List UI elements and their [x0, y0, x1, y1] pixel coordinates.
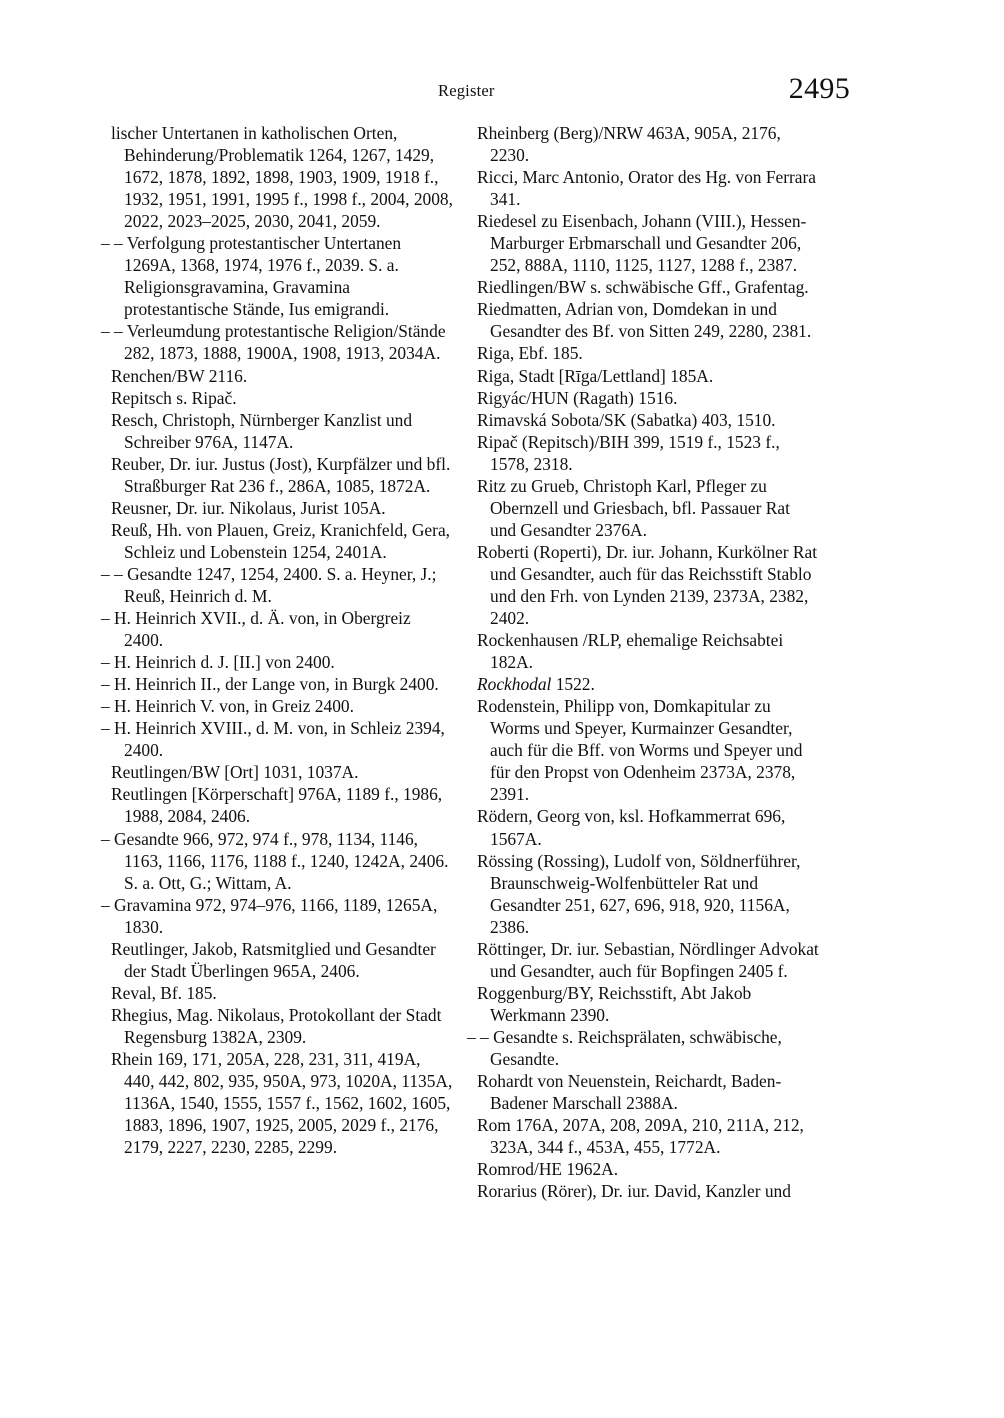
index-entry: Reuß, Hh. von Plauen, Greiz, Kranichfeld, Gera, Schleiz und Lobenstein 1254, 2401A.: [111, 519, 451, 562]
index-entry: Rorarius (Rörer), Dr. iur. David, Kanzler und: [477, 1181, 791, 1202]
index-entry: – – Gesandte s. Reichsprälaten, schwäbische, Gesandte.: [467, 1026, 782, 1069]
index-entry: – Gesandte 966, 972, 974 f., 978, 1134, 1146, 1163, 1166, 1176, 1188 f., 1240, 1242A, 2406. S. a. Ott, G.; Wittam, A.: [101, 828, 449, 893]
page-number: 2495: [788, 72, 850, 105]
index-entry: Rockenhausen /RLP, ehemalige Reichsabtei 182A.: [477, 630, 784, 673]
index-entry: Riedlingen/BW s. schwäbische Gff., Grafentag.: [477, 277, 809, 298]
index-entry-headword-italic: Rockhodal: [477, 674, 552, 695]
index-entry: – H. Heinrich XVII., d. Ä. von, in Obergreiz 2400.: [101, 608, 411, 651]
index-entry: – – Verfolgung protestantischer Untertanen 1269A, 1368, 1974, 1976 f., 2039. S. a. Religionsgravamina, Gravamina protestantische Stände, Ius emigrandi.: [101, 233, 402, 320]
index-entry: Ritz zu Grueb, Christoph Karl, Pfleger zu Obernzell und Griesbach, bfl. Passauer Rat und Gesandter 2376A.: [477, 475, 790, 540]
index-column-right: [467, 122, 819, 1202]
index-entry: Riga, Stadt [Rīga/Lettland] 185A.: [477, 365, 714, 386]
index-entry: Renchen/BW 2116.: [111, 365, 248, 386]
index-entry: Riga, Ebf. 185.: [477, 343, 583, 364]
running-head-title: Register: [438, 81, 495, 100]
index-entry: – H. Heinrich II., der Lange von, in Burgk 2400.: [101, 674, 439, 695]
index-entry: Reutlingen/BW [Ort] 1031, 1037A.: [111, 762, 359, 783]
index-entry: – – Verleumdung protestantische Religion/Stände 282, 1873, 1888, 1900A, 1908, 1913, 2034A.: [101, 321, 446, 364]
running-head: [110, 72, 850, 108]
index-entry: Röttinger, Dr. iur. Sebastian, Nördlinger Advokat und Gesandter, auch für Bopfingen 2405 f.: [477, 938, 819, 981]
index-entry: Reuber, Dr. iur. Justus (Jost), Kurpfälzer und bfl. Straßburger Rat 236 f., 286A, 1085, 1872A.: [111, 453, 451, 496]
index-entry: – H. Heinrich d. J. [II.] von 2400.: [101, 652, 335, 673]
index-entry: Rigyác/HUN (Ragath) 1516.: [477, 387, 678, 408]
index-entry: Roberti (Roperti), Dr. iur. Johann, Kurkölner Rat und Gesandter, auch für das Reichsstift Stablo und den Frh. von Lynden 2139, 2373A, 2382, 2402.: [477, 541, 818, 629]
index-entry: – H. Heinrich V. von, in Greiz 2400.: [101, 696, 354, 717]
index-entry: Ricci, Marc Antonio, Orator des Hg. von Ferrara 341.: [477, 167, 817, 210]
index-entry: Rodenstein, Philipp von, Domkapitular zu Worms und Speyer, Kurmainzer Gesandter, auch für die Bff. von Worms und Speyer und für den Propst von Odenheim 2373A, 2378, 2391.: [477, 696, 803, 805]
index-column-left: [101, 122, 453, 1158]
index-entry: Reval, Bf. 185.: [111, 982, 217, 1003]
index-entry: – H. Heinrich XVIII., d. M. von, in Schleiz 2394, 2400.: [101, 718, 445, 761]
index-entry: Rimavská Sobota/SK (Sabatka) 403, 1510.: [477, 409, 776, 430]
index-entry: Reusner, Dr. iur. Nikolaus, Jurist 105A.: [111, 497, 386, 518]
index-entry: Riedmatten, Adrian von, Domdekan in und Gesandter des Bf. von Sitten 249, 2280, 2381.: [477, 299, 812, 342]
index-entry: Ripač (Repitsch)/BIH 399, 1519 f., 1523 f., 1578, 2318.: [477, 431, 780, 474]
index-entry: Romrod/HE 1962A.: [477, 1159, 619, 1180]
index-entry: Roggenburg/BY, Reichsstift, Abt Jakob Werkmann 2390.: [477, 982, 752, 1025]
index-entry: Rössing (Rossing), Ludolf von, Söldnerführer, Braunschweig-Wolfenbütteler Rat und Gesandter 251, 627, 696, 918, 920, 1156A, 2386.: [477, 850, 801, 937]
index-entry: Rödern, Georg von, ksl. Hofkammerrat 696, 1567A.: [477, 806, 786, 849]
index-entry: – – Gesandte 1247, 1254, 2400. S. a. Heyner, J.; Reuß, Heinrich d. M.: [101, 563, 437, 606]
index-entry: – Gravamina 972, 974–976, 1166, 1189, 1265A, 1830.: [101, 894, 438, 937]
index-entry: Reutlingen [Körperschaft] 976A, 1189 f., 1986, 1988, 2084, 2406.: [111, 784, 443, 827]
index-entry: Rhegius, Mag. Nikolaus, Protokollant der Stadt Regensburg 1382A, 2309.: [111, 1004, 442, 1047]
index-entry: Rheinberg (Berg)/NRW 463A, 905A, 2176, 2230.: [477, 123, 781, 166]
index-entry: Resch, Christoph, Nürnberger Kanzlist und Schreiber 976A, 1147A.: [111, 409, 413, 452]
index-entry: Rohardt von Neuenstein, Reichardt, Baden-Badener Marschall 2388A.: [477, 1071, 782, 1114]
index-entry: Reutlinger, Jakob, Ratsmitglied und Gesandter der Stadt Überlingen 965A, 2406.: [111, 938, 436, 981]
index-entry: Repitsch s. Ripač.: [111, 387, 237, 408]
index-entry: lischer Untertanen in katholischen Orten, Behinderung/Problematik 1264, 1267, 1429, 1672, 1878, 1892, 1898, 1903, 1909, 1918 f., 1932, 1951, 1991, 1995 f., 1998 f., 2004, 2008, 2022, 2023–2025, 2030, 2041, 2059.: [111, 123, 453, 232]
index-entry: Riedesel zu Eisenbach, Johann (VIII.), Hessen-Marburger Erbmarschall und Gesandter 206, 252, 888A, 1110, 1125, 1127, 1288 f., 2387.: [477, 211, 807, 276]
index-entry: Rom 176A, 207A, 208, 209A, 210, 211A, 212, 323A, 344 f., 453A, 455, 1772A.: [477, 1115, 804, 1158]
index-entry: Rhein 169, 171, 205A, 228, 231, 311, 419A, 440, 442, 802, 935, 950A, 973, 1020A, 1135A, 1136A, 1540, 1555, 1557 f., 1562, 1602, 1605, 1883, 1896, 1907, 1925, 2005, 2029 f., 2176, 2179, 2227, 2230, 2285, 2299.: [111, 1048, 453, 1158]
index-entry: Rockhodal 1522.: [477, 674, 595, 695]
